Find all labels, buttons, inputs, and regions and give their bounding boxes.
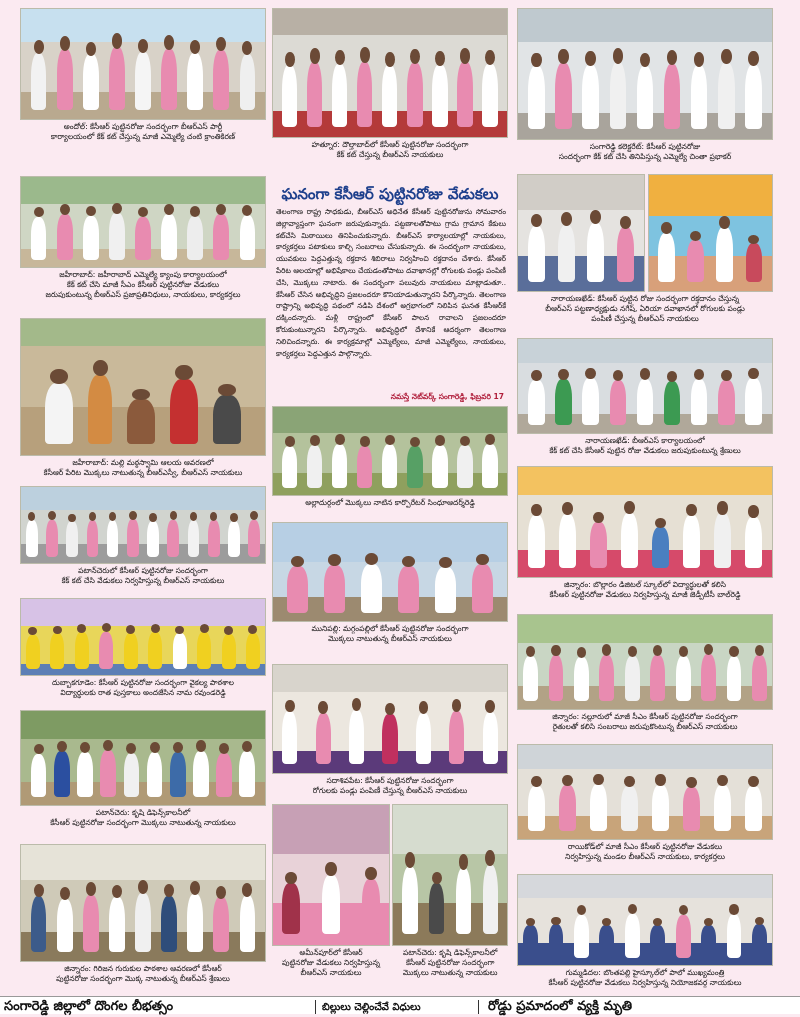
photo-caption: జిన్నారం: నల్లూరులో మాజీ సీఎం కేసీఆర్ పుట్టినరోజు సందర్భంగా రైతులతో కలిసి సంబరాలు జరుపుకొంటున్న బీఆర్ఎస్ నాయకులు — [552, 712, 738, 731]
photo-planting — [20, 844, 266, 962]
photo-caption: అల్లాదుర్గంలో మొక్కలు నాటిన కార్పొరేటర్ సింధూఆదర్శ్‌రెడ్డి — [305, 498, 475, 507]
photo-cake-cutting — [517, 744, 773, 840]
photo-blood-donation — [517, 174, 645, 292]
photo-caption: జహీరాబాద్: మల్లి మఠ్ఠస్వామి ఆలయ ఆవరణలో కేసీఆర్ పేరిట మొక్కలు నాటుతున్న బీఆర్ఎస్వీ, బీఆర్ఎస్ నాయకులు — [43, 458, 243, 477]
photo-item — [20, 176, 266, 316]
photo-item — [20, 598, 266, 718]
photo-caption: సదాశివపేట: కేసీఆర్ పుట్టినరోజు సందర్భంగా రోగులకు పండ్లు పంపిణీ చేస్తున్న బీఆర్ఎస్ నాయకులు — [312, 776, 468, 795]
bottom-headline: సంగారెడ్డి జిల్లాలో దొంగల బీభత్సం — [4, 999, 174, 1014]
photo-caption: సంగారెడ్డి కలెక్టరేట్: కేసీఆర్ పుట్టినరోజు సందర్భంగా కేక్ కట్ చేసి తినిపిస్తున్న ఎమ్మెల్యే చింతా ప్రభాకర్ — [558, 142, 732, 161]
photo-caption: జహీరాబాద్: జహీరాబాద్ ఎమ్మెల్యే క్యాంపు కార్యాలయంలో కేక్ కట్ చేసి మాజీ సీఎం కేసీఆర్ పుట్టినరోజు వేడుకలు జరుపుకుంటున్న బీఆర్ఎస్ ప్రజాప్రతినిధులు, నాయకులు, కార్యకర్తలు — [45, 270, 241, 299]
photo-item — [20, 486, 266, 596]
photo-planting — [392, 804, 508, 946]
photo-item — [272, 522, 508, 662]
photo-fruit-distribution — [272, 664, 508, 774]
photo-caption: పటాన్‌చెరులో కేసీఆర్ పుట్టినరోజు సందర్భంగా కేక్ కట్ చేసి వేడుకలు నిర్వహిస్తున్న బీఆర్ఎస్ నాయకులు — [61, 566, 225, 585]
photo-caption: గుమ్మడిదల: బొంతపల్లి హైస్కూల్‌లో పాలో ముఖ్యమంత్రి కేసీఆర్ పుట్టినరోజు వేడుకలు నిర్వహిస్తున్న నియోజకవర్గ నాయకులు — [548, 968, 742, 987]
photo-item — [272, 8, 508, 168]
photo-school-students — [517, 874, 773, 966]
column-divider — [315, 1000, 316, 1014]
photo-group — [20, 176, 266, 268]
photo-caption: నారాయణఖేడ్: బీఆర్ఎస్ కార్యాలయంలో కేక్ కట్ చేసి కేసీఆర్ పుట్టిన రోజు వేడుకలు జరుపుకుంటున్న శ్రేణులు — [549, 436, 741, 455]
story-body: తెలంగాణ రాష్ట్ర సాధకుడు, బీఆర్ఎస్ అధినేత కేసీఆర్ పుట్టినరోజును సోమవారం జిల్లావ్యాప్తంగా ఘనంగా జరుపుకున్నారు. పట్టణాలతోపాటు గ్రామ గ్రామాన కేకులు కట్‌చేసి మిఠాయిలు తినిపించుకున్నారు. బీఆర్ఎస్ కార్యాలయాల్లో నాయకులు, కార్యకర్తలు పటాకులు కాల్చి సంబరాలు చేసుకున్నారు. ఈ సందర్భంగా నాయకులు, యువకులు పెద్దఎత్తున్న రక్తదాన శిబిరాలు నిర్వహించి రక్తదానం చేశారు. కేసీఆర్ పేరిట ఆలయాల్లో అభిషేకాలు చేయడంతోపాటు దవాఖానల్లో రోగులకు పండ్లు పంపిణీ చేసి, మొక్కలు నాటారు. ఈ సందర్భంగా పలువురు నాయకులు మాట్లాడుతూ.. కేసీఆర్ చేసిన అభివృద్ధిని ప్రజలందరూ కొనియాడుతున్నారని పేర్కొన్నారు. తెలంగాణ రాష్ట్రాన్ని అభివృద్ధి పథంలో నడిపి దేశంలో అగ్రభాగంలో నిలిపిన ఘనత కేసీఆర్‌కే దక్కిందన్నారు. మళ్లీ రాష్ట్రంలో కేసీఆర్ పాలన రావాలని ప్రజలందరూ కోరుకుంటున్నారని పేర్కొన్నారు. అభివృద్ధిలో దేశానికే ఆదర్శంగా తెలంగాణ నిలిచిందన్నారు. ఈ కార్యక్రమాల్లో ఎమ్మెల్యేలు, మాజీ ఎమ్మెల్యేలు, నాయకులు, కార్యకర్తలు పెద్దఎత్తున పాల్గొన్నారు. — [276, 207, 506, 358]
column-divider — [478, 1000, 479, 1014]
photo-caption: దుబ్బాకగూడెం: కేసీఆర్ పుట్టినరోజు సందర్భంగా వైకల్య పాఠశాల విద్యార్థులకు రాత పుస్తకాలు అందజేసిన నామ రవుండరెడ్డి — [52, 678, 234, 697]
photo-caption: హత్నూర: దౌల్తాబాద్‌లో కేసీఆర్ పుట్టినరోజు సందర్భంగా కేక్ కట్ చేస్తున్న బీఆర్ఎస్ నాయకులు — [311, 140, 469, 159]
photo-students — [20, 598, 266, 676]
photo-cake-cutting — [272, 8, 508, 138]
bottom-headlines-strip — [0, 996, 800, 1014]
photo-hospital — [648, 174, 773, 292]
photo-item — [20, 318, 266, 488]
photo-item — [272, 804, 508, 998]
photo-item — [517, 338, 773, 470]
photo-item — [20, 8, 266, 144]
photo-item — [20, 844, 266, 994]
photo-item — [272, 406, 508, 522]
photo-farmers — [517, 614, 773, 710]
photo-caption: మునిపల్లి: మగ్గంపల్లిలో కేసీఆర్ పుట్టినరోజు సందర్భంగా మొక్కలు నాటుతున్న బీఆర్ఎస్ నాయకులు — [311, 624, 469, 643]
photo-caption: అందోల్: కేసీఆర్ పుట్టినరోజు సందర్భంగా బీఆర్ఎస్ పార్టీ కార్యాలయంలో కేక్ కట్ చేస్తున్న మాజీ ఎమ్మెల్యే చంటి క్రాంతికిరణ్ — [50, 122, 236, 141]
photo-planting — [272, 406, 508, 496]
photo-item — [517, 744, 773, 876]
photo-cake-cutting — [20, 8, 266, 120]
photo-caption: అమీన్‌పూర్‌లో కేసీఆర్ పుట్టినరోజు వేడుకలు నిర్వహిస్తున్న బీఆర్ఎస్ నాయకులు — [282, 948, 380, 977]
photo-caption: రాయికోడ్‌లో మాజీ సీఎం కేసీఆర్ పుట్టినరోజు వేడుకలు నిర్వహిస్తున్న మండల బీఆర్ఎస్ నాయకులు, కార్యకర్తలు — [565, 842, 725, 861]
photo-caption: జిన్నారం: గిరిజన గురుకుల పాఠశాల ఆవరణలో కేసీఆర్ పుట్టినరోజు సందర్భంగా మొక్క నాటుతున్న బీఆర్ఎస్ శ్రేణులు — [56, 964, 230, 983]
bottom-headline: బిల్లులు చెల్లించేవే విధులు — [322, 1002, 421, 1013]
photo-group — [20, 486, 266, 564]
photo-caption: పటాన్‌చెరు: కృషి డిఫెన్స్‌కాలనీలో కేసీఆర్ పుట్టినరోజు సందర్భంగా మొక్కలు నాటుతున్న నాయకులు — [402, 948, 498, 977]
headline: ఘనంగా కేసీఆర్ పుట్టినరోజు వేడుకలు — [281, 185, 499, 203]
photo-caption: జిన్నారం: బొల్లారం డిజిటల్ స్కూల్‌లో విద్యార్థులతో కలిసి కేసీఆర్ పుట్టినరోజు వేడుకలు నిర్వహిస్తున్న మాజీ జెడ్పీటీసీ బాల్‌రెడ్డి — [549, 580, 741, 599]
byline: నమస్తే నెట్‌వర్క్ సంగారెడ్డి, ఫిబ్రవరి 17 — [390, 392, 504, 401]
photo-children-cake — [272, 804, 390, 946]
photo-cake-cutting — [517, 8, 773, 140]
photo-item — [517, 174, 773, 342]
photo-planting — [20, 710, 266, 806]
photo-caption: నారాయణఖేడ్: కేసీఆర్ పుట్టిన రోజు సందర్భంగా రక్తదానం చేస్తున్న బీఆర్ఎస్ పట్టణాధ్యక్షుడు నగేష్, ఏరియా దవాఖానలో రోగులకు పండ్లు పంపిణీ చేస్తున్న బీఆర్ఎస్ నాయకులు — [545, 294, 745, 323]
photo-item — [20, 710, 266, 840]
photo-item — [517, 8, 773, 174]
photo-item — [517, 614, 773, 746]
photo-school-celebration — [517, 466, 773, 578]
photo-planting — [20, 318, 266, 456]
bottom-headline: రోడ్డు ప్రమాదంలో వ్యక్తి మృతి — [488, 999, 633, 1014]
photo-item — [517, 466, 773, 614]
photo-planting — [272, 522, 508, 622]
photo-item — [517, 874, 773, 998]
photo-item — [272, 664, 508, 802]
photo-caption: పటాన్‌చెరు: కృషి డిఫెన్స్‌కాలనీలో కేసీఆర్ పుట్టినరోజు సందర్భంగా మొక్కలు నాటుతున్న నాయకులు — [50, 808, 236, 827]
photo-cake-cutting — [517, 338, 773, 434]
